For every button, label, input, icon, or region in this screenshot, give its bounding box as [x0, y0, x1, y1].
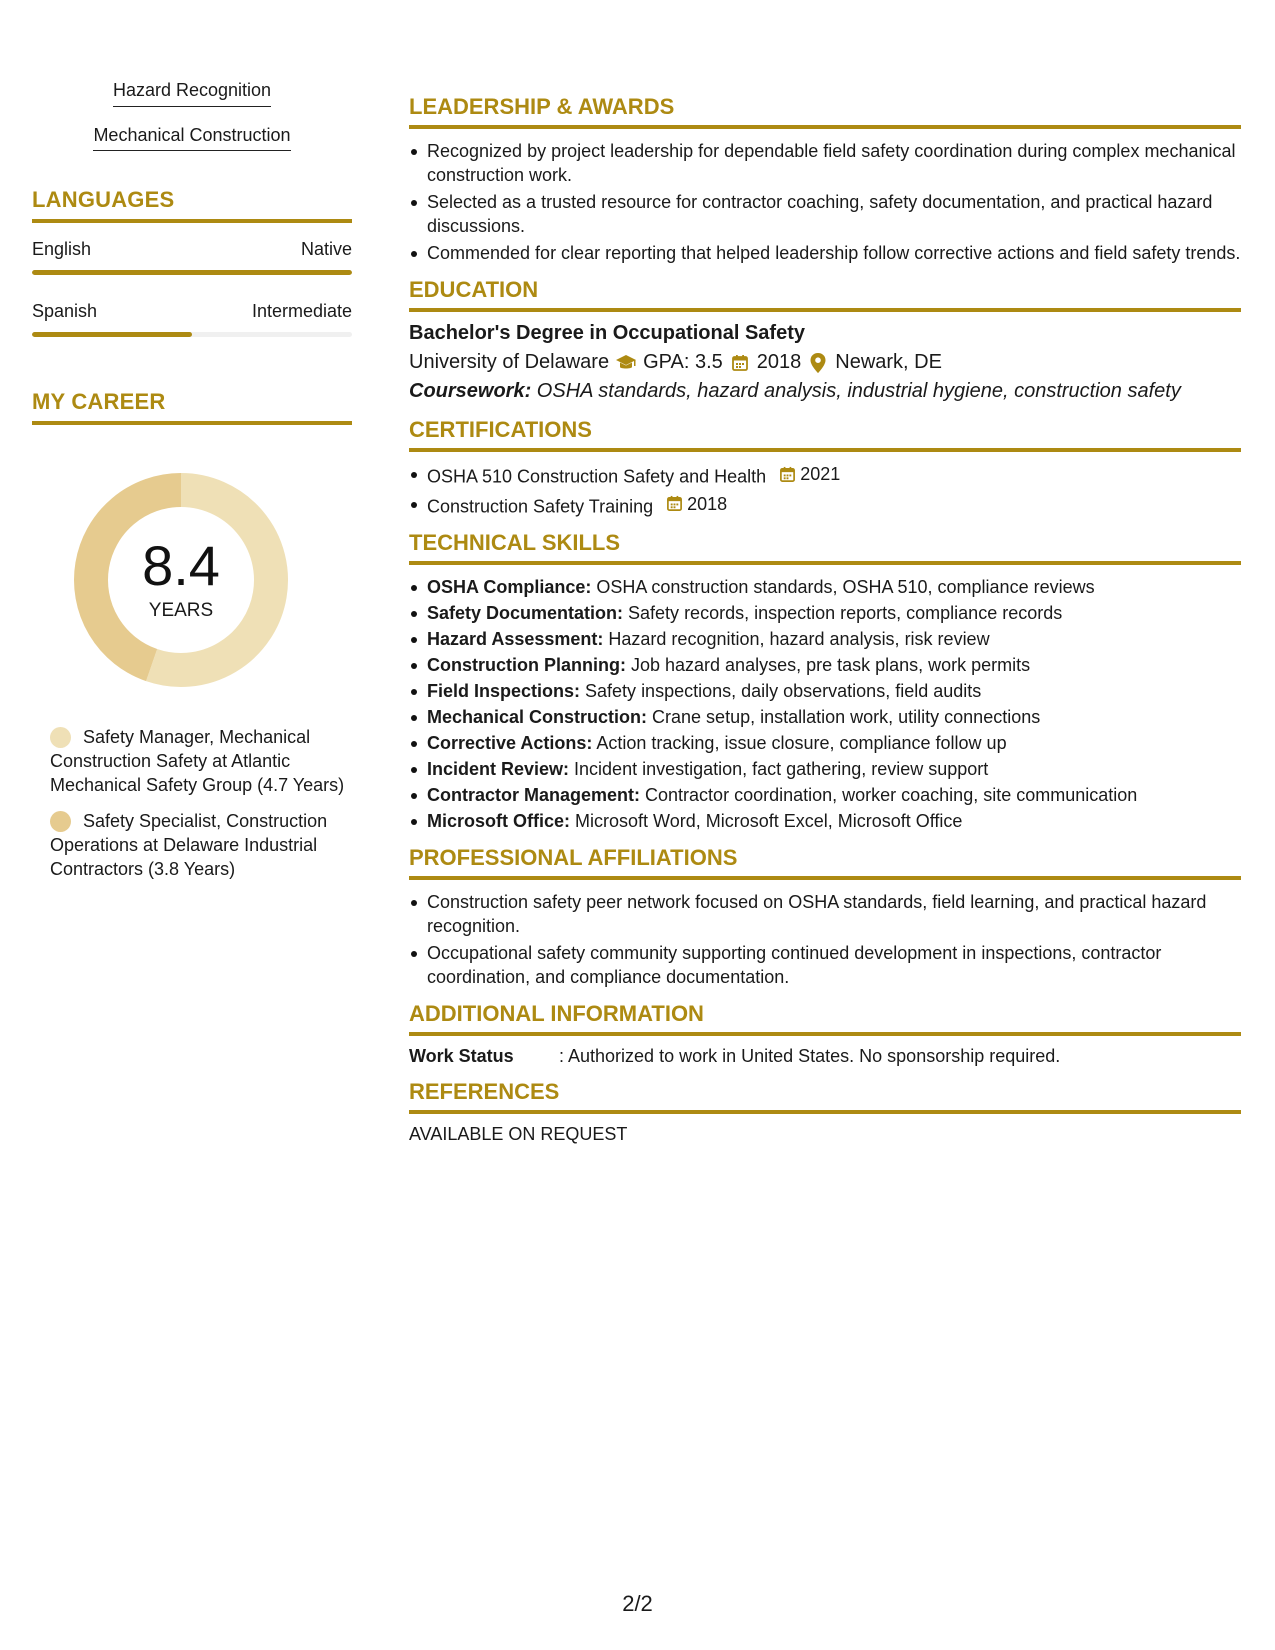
skill-text: Crane setup, installation work, utility connections: [647, 707, 1041, 727]
career-years-label: YEARS: [148, 600, 214, 622]
education-degree: Bachelor's Degree in Occupational Safety: [409, 322, 805, 344]
career-legend-dot: [50, 811, 71, 832]
skill-item: [409, 757, 1241, 781]
calendar-icon: [666, 495, 683, 512]
language-list: [32, 239, 352, 337]
education-meta: [409, 351, 1241, 374]
list-item: Recognized by project leadership for dependable field safety coordination during complex mechanical construction work.: [409, 139, 1241, 187]
language-proficiency-fill: [32, 332, 192, 337]
skill-text: OSHA construction standards, OSHA 510, compliance reviews: [591, 577, 1095, 597]
graduation-cap-icon: [615, 352, 637, 374]
career-list: [32, 725, 352, 881]
skill-label: OSHA Compliance:: [427, 577, 592, 597]
coursework-label: Coursework:: [409, 380, 532, 402]
language-proficiency-bar: [32, 270, 352, 275]
education-coursework: [409, 380, 1241, 403]
language-name: English: [32, 239, 92, 260]
references-text: AVAILABLE ON REQUEST: [409, 1124, 628, 1144]
skill-label: Field Inspections:: [427, 681, 581, 701]
list-item: Construction safety peer network focused on OSHA standards, field learning, and practical hazard recognition.: [409, 890, 1241, 938]
skill-item: [409, 575, 1241, 599]
education-year: 2018: [756, 351, 802, 373]
education-location: Newark, DE: [835, 351, 942, 373]
skill-item: [409, 731, 1241, 755]
work-status-value: : Authorized to work in United States. No sponsorship required.: [559, 1046, 1061, 1066]
skill-item: [409, 679, 1241, 703]
affiliations-list: [409, 890, 1241, 989]
skill-label: Corrective Actions:: [427, 733, 593, 753]
skill-label: Contractor Management:: [427, 785, 641, 805]
career-donut-center: [66, 465, 296, 695]
skill-item: [409, 705, 1241, 729]
career-item-text: Safety Manager, Mechanical Construction Safety at Atlantic Mechanical Safety Group (4.7 Years): [50, 727, 345, 796]
certifications-list: [409, 462, 1241, 518]
education-school: University of Delaware: [409, 351, 610, 373]
list-item: Selected as a trusted resource for contractor coaching, safety documentation, and practical hazard discussions.: [409, 190, 1241, 238]
skill-tag: Hazard Recognition: [113, 80, 271, 107]
career-donut: [66, 465, 296, 695]
skill-item: [409, 653, 1241, 677]
certification-year: 2021: [800, 464, 841, 484]
language-level: Native: [300, 239, 352, 260]
work-status-label: Work Status: [409, 1046, 514, 1066]
affiliations-heading: PROFESSIONAL AFFILIATIONS: [409, 845, 1241, 880]
skill-label: Construction Planning:: [427, 655, 626, 675]
technical-skills-list: [409, 575, 1241, 833]
list-item: Commended for clear reporting that helped leadership follow corrective actions and field safety trends.: [409, 241, 1241, 265]
leadership-list: [409, 139, 1241, 265]
calendar-icon: [779, 466, 796, 483]
skill-item: [409, 627, 1241, 651]
certification-item: [409, 492, 1241, 519]
skill-text: Safety inspections, daily observations, field audits: [580, 681, 982, 701]
career-heading: MY CAREER: [32, 389, 352, 425]
education-gpa: GPA: 3.5: [643, 351, 723, 373]
certification-year: 2018: [687, 493, 728, 514]
skill-item: [409, 601, 1241, 625]
page-number: 2/2: [622, 1591, 653, 1616]
language-row: [32, 301, 352, 322]
education-heading: EDUCATION: [409, 277, 1241, 312]
career-item: [50, 725, 352, 797]
skill-text: Contractor coordination, worker coaching, site communication: [640, 785, 1138, 805]
skill-tag: Mechanical Construction: [93, 125, 290, 152]
skill-text: Hazard recognition, hazard analysis, risk review: [603, 629, 990, 649]
skill-item: [409, 783, 1241, 807]
language-proficiency-bar: [32, 332, 352, 337]
certification-name: OSHA 510 Construction Safety and Health: [427, 466, 767, 487]
work-status-row: [409, 1046, 1241, 1067]
certification-item: [409, 462, 1241, 489]
skill-text: Action tracking, issue closure, compliance follow up: [592, 733, 1007, 753]
language-level: Intermediate: [251, 301, 352, 322]
certification-date: [666, 492, 727, 516]
skill-text: Microsoft Word, Microsoft Excel, Microsoft Office: [570, 811, 963, 831]
main-content: [409, 80, 1241, 1145]
skill-label: Incident Review:: [427, 759, 570, 779]
skill-text: Incident investigation, fact gathering, review support: [569, 759, 989, 779]
location-pin-icon: [807, 352, 829, 374]
language-proficiency-fill: [32, 270, 352, 275]
leadership-heading: LEADERSHIP & AWARDS: [409, 94, 1241, 129]
skill-label: Mechanical Construction:: [427, 707, 648, 727]
language-name: Spanish: [32, 301, 98, 322]
technical-skills-heading: TECHNICAL SKILLS: [409, 530, 1241, 565]
skill-label: Microsoft Office:: [427, 811, 571, 831]
skill-label: Hazard Assessment:: [427, 629, 604, 649]
calendar-icon: [729, 352, 751, 374]
career-total-years: 8.4: [142, 534, 220, 598]
list-item: Occupational safety community supporting continued development in inspections, contractor coordination, and compliance documentation.: [409, 941, 1241, 989]
career-item-text: Safety Specialist, Construction Operations at Delaware Industrial Contractors (3.8 Years): [50, 811, 328, 880]
certifications-heading: CERTIFICATIONS: [409, 417, 1241, 452]
skill-text: Safety records, inspection reports, compliance records: [623, 603, 1063, 623]
skill-label: Safety Documentation:: [427, 603, 624, 623]
coursework-text: OSHA standards, hazard analysis, industrial hygiene, construction safety: [531, 380, 1181, 402]
career-legend-dot: [50, 727, 71, 748]
skill-tags: [32, 80, 352, 151]
skill-text: Job hazard analyses, pre task plans, work permits: [625, 655, 1031, 675]
languages-heading: LANGUAGES: [32, 187, 352, 223]
additional-info-heading: ADDITIONAL INFORMATION: [409, 1001, 1241, 1036]
certification-date: [779, 462, 840, 486]
references-heading: REFERENCES: [409, 1079, 1241, 1114]
career-item: [50, 809, 352, 881]
career-section: [32, 389, 352, 881]
language-row: [32, 239, 352, 260]
sidebar: [32, 80, 352, 893]
certification-name: Construction Safety Training: [427, 496, 654, 516]
skill-item: [409, 809, 1241, 833]
